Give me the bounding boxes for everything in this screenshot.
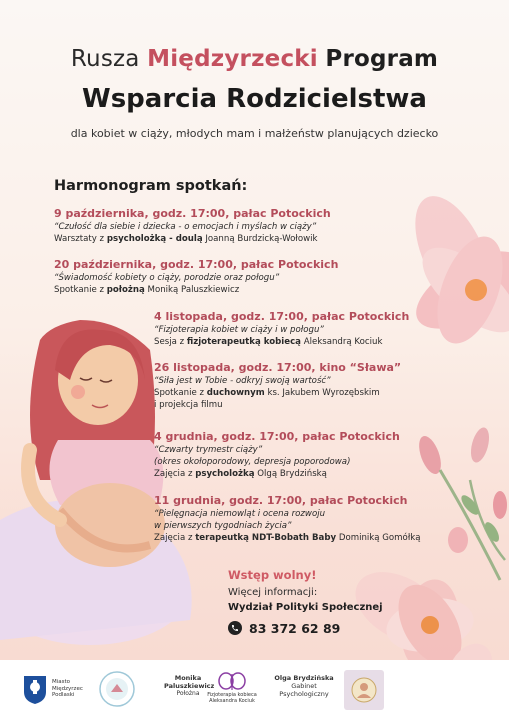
event-date: 9 października, godz. 17:00, pałac Potockich xyxy=(54,207,331,220)
city-logo: Miasto Międzyrzec Podlaski xyxy=(22,674,102,706)
event-description: “Fizjoterapia kobiet w ciąży i w połogu” xyxy=(154,325,324,335)
event-description-2: (okres okołoporodowy, depresja poporodowa) xyxy=(154,457,351,467)
therapist-logo xyxy=(344,670,384,710)
fizjoterapia-logo: Fizjoterapia kobieca Aleksandra Kociuk xyxy=(204,670,260,712)
page-subtitle: dla kobiet w ciąży, młodych mam i małżeństw planujących dziecko xyxy=(70,127,439,140)
department-name: Wydział Polityki Społecznej xyxy=(228,602,383,613)
footer-logos xyxy=(0,660,509,720)
event-2 xyxy=(54,257,338,296)
more-info-label: Więcej informacji: xyxy=(228,587,318,598)
event-description-2: w pierwszych tygodniach życia” xyxy=(154,521,292,531)
event-host: Spotkanie z duchownym ks. Jakubem Wyrozębskim xyxy=(154,388,380,398)
city-coat-of-arms-icon xyxy=(22,674,48,704)
olga-brydzinska-logo: Olga Brydzińska Gabinet Psychologiczny xyxy=(274,674,334,698)
event-3 xyxy=(154,309,409,348)
event-description: “Świadomość kobiety o ciąży, porodzie oraz połogu” xyxy=(54,273,280,283)
schedule-heading: Harmonogram spotkań: xyxy=(54,178,248,194)
event-description: “Czwarty trymestr ciąży” xyxy=(154,445,263,455)
event-host: Zajęcia z psycholożką Olgą Brydzińską xyxy=(154,469,327,479)
page-title-line2: Wsparcia Rodzicielstwa xyxy=(82,84,427,114)
event-4 xyxy=(154,360,401,411)
free-entry-label: Wstęp wolny! xyxy=(228,568,317,582)
page-title-line1 xyxy=(0,46,509,72)
event-date: 11 grudnia, godz. 17:00, pałac Potockich xyxy=(154,494,408,507)
event-host: Zajęcia z terapeutką NDT-Bobath Baby Dominiką Gomółką xyxy=(154,533,421,543)
program-round-logo xyxy=(98,670,136,708)
butterfly-icon xyxy=(204,670,260,692)
phone-number[interactable]: 83 372 62 89 xyxy=(249,620,341,636)
event-1 xyxy=(54,206,331,245)
event-host: Spotkanie z położną Moniką Paluszkiewicz xyxy=(54,285,240,295)
event-6 xyxy=(154,493,421,544)
title-word-3: Program xyxy=(325,46,439,72)
event-description: “Pielęgnacja niemowląt i ocena rozwoju xyxy=(154,509,326,519)
title-word-1: Rusza xyxy=(70,46,140,72)
event-date: 20 października, godz. 17:00, pałac Potockich xyxy=(54,258,339,271)
event-5 xyxy=(154,429,400,480)
phone-row xyxy=(228,619,340,637)
monika-paluszkiewicz-logo: Monika Paluszkiewicz Położna xyxy=(164,674,215,697)
event-host: Sesja z fizjoterapeutką kobiecą Aleksandrą Kociuk xyxy=(154,337,383,347)
event-date: 4 grudnia, godz. 17:00, pałac Potockich xyxy=(154,430,400,443)
title-word-2: Międzyrzecki xyxy=(147,46,318,72)
phone-icon xyxy=(228,621,242,635)
event-date: 26 listopada, godz. 17:00, kino “Sława” xyxy=(154,361,402,374)
event-description: “Siła jest w Tobie - odkryj swoją wartość” xyxy=(154,376,331,386)
event-extra: i projekcja filmu xyxy=(154,400,223,410)
event-description: “Czułość dla siebie i dziecka - o emocjach i myślach w ciąży” xyxy=(54,222,317,232)
event-date: 4 listopada, godz. 17:00, pałac Potockich xyxy=(154,310,410,323)
event-host: Warsztaty z psycholożką - doulą Joanną Burdzicką-Wołowik xyxy=(54,234,318,244)
